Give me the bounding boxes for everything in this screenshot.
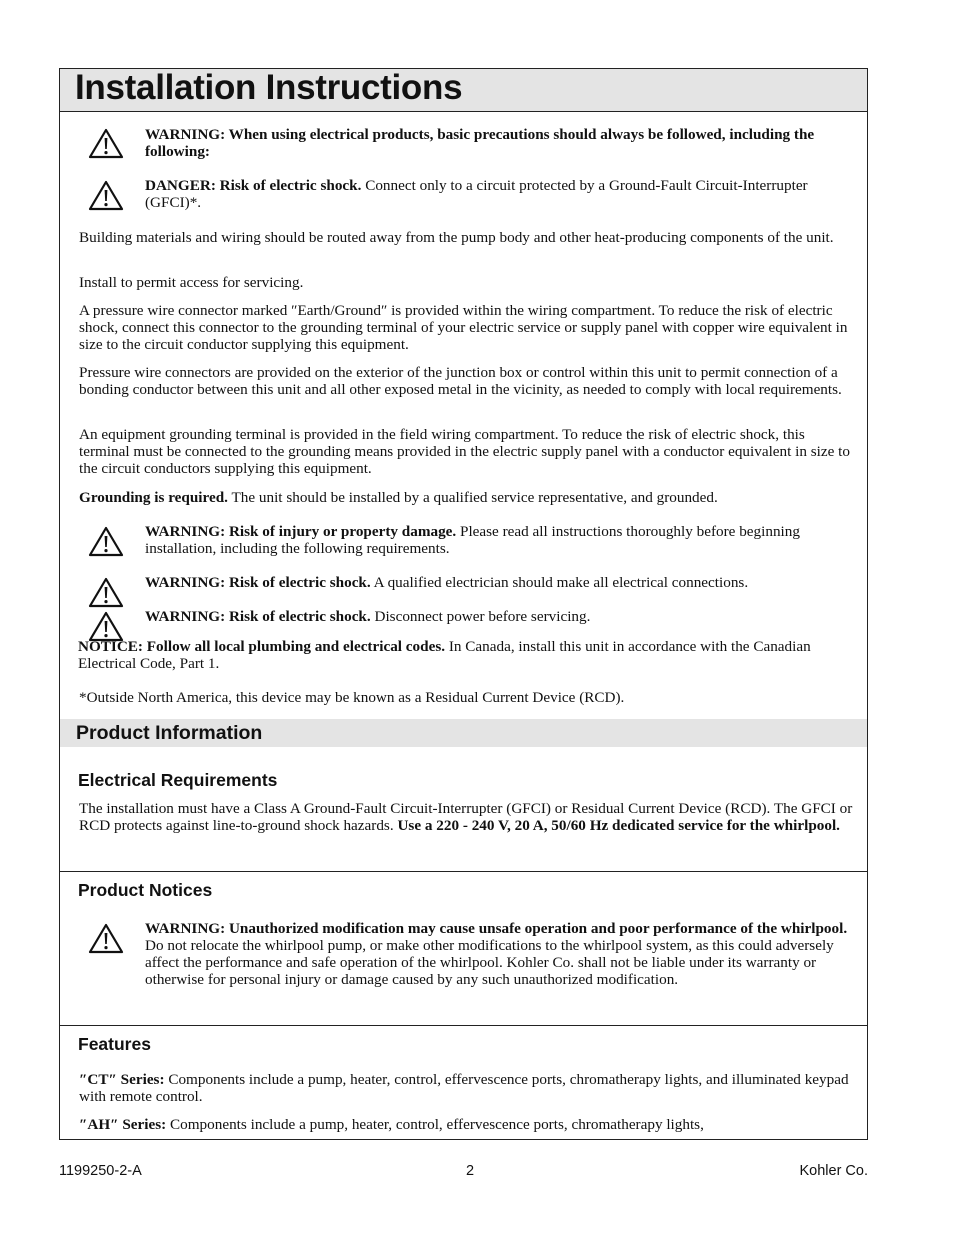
warning-triangle-icon (88, 922, 124, 954)
warning-unauthorized-modification: WARNING: Unauthorized modification may cause unsafe operation and poor performance of the whirlpool. Do not relocate the whirlpool pump, or make other modifications to the whirlpool system, as this could adversely affect the performance and safe operation of the whirlpool. Kohler Co. shall not be liable under its warranty or otherwise for personal injury or damage caused by any such unauthorized modification. (145, 920, 848, 988)
electrical-requirements-text: The installation must have a Class A Ground-Fault Circuit-Interrupter (GFCI) or Residual Current Device (RCD). The GFCI or RCD protects against line-to-ground shock hazards. Use a 220 - 240 V, 20 A, 50/60 Hz dedicated service for the whirlpool. (79, 800, 853, 834)
warning-triangle-icon (88, 179, 124, 211)
product-information-heading: Product Information (76, 722, 263, 744)
paragraph-earth-ground: A pressure wire connector marked ″Earth/Ground″ is provided within the wiring compartment. To reduce the risk of electric shock, connect this connector to the grounding terminal of your electric service or supply panel with copper wire equivalent in size to the circuit conductor supplying this equipment. (79, 302, 848, 353)
document-frame (59, 68, 868, 1140)
footnote-rcd: *Outside North America, this device may be known as a Residual Current Device (RCD). (79, 689, 625, 706)
paragraph-grounding-required: Grounding is required. The unit should be installed by a qualified service representative, and grounded. (79, 489, 718, 506)
page-title: Installation Instructions (75, 68, 463, 107)
warning-general: WARNING: When using electrical products, basic precautions should always be followed, including the following: (145, 126, 815, 160)
feature-ah-series: ″AH″ Series: Components include a pump, heater, control, effervescence ports, chromatherapy lights, (79, 1116, 704, 1133)
features-heading: Features (78, 1034, 151, 1054)
warning-triangle-icon (88, 576, 124, 608)
divider (60, 871, 867, 872)
product-information-bar (60, 719, 867, 747)
paragraph-grounding-terminal: An equipment grounding terminal is provided in the field wiring compartment. To reduce the risk of electric shock, this terminal must be connected to the grounding means provided in the electric supply panel with a conductor equivalent in size to the circuit conductors supplying this equipment. (79, 426, 850, 477)
electrical-requirements-heading: Electrical Requirements (78, 770, 278, 790)
paragraph-access: Install to permit access for servicing. (79, 274, 304, 291)
warning-injury: WARNING: Risk of injury or property damage. Please read all instructions thoroughly before beginning installation, including the following requirements. (145, 523, 800, 557)
warning-disconnect-power: WARNING: Risk of electric shock. Disconnect power before servicing. (145, 608, 591, 625)
warning-electrician: WARNING: Risk of electric shock. A qualified electrician should make all electrical connections. (145, 574, 749, 591)
notice-codes: NOTICE: Follow all local plumbing and electrical codes. In Canada, install this unit in accordance with the Canadian Electrical Code, Part 1. (78, 638, 811, 672)
title-bar (60, 69, 867, 112)
footer-doc-number: 1199250-2-A (59, 1163, 142, 1179)
footer-company: Kohler Co. (799, 1163, 868, 1179)
divider (60, 1025, 867, 1026)
feature-ct-series: ″CT″ Series: Components include a pump, heater, control, effervescence ports, chromatherapy lights, and illuminated keypad with remote control. (79, 1071, 849, 1105)
product-notices-heading: Product Notices (78, 880, 213, 900)
danger-electric-shock: DANGER: Risk of electric shock. Connect only to a circuit protected by a Ground-Fault Circuit-Interrupter (GFCI)*. (145, 177, 808, 211)
paragraph-bonding: Pressure wire connectors are provided on the exterior of the junction box or control within this unit to permit connection of a bonding conductor between this unit and all other exposed metal in the vicinity, as needed to comply with local requirements. (79, 364, 842, 398)
paragraph-routing: Building materials and wiring should be routed away from the pump body and other heat-producing components of the unit. (79, 229, 834, 246)
warning-triangle-icon (88, 525, 124, 557)
footer-page-number: 2 (466, 1163, 475, 1179)
warning-triangle-icon (88, 127, 124, 159)
